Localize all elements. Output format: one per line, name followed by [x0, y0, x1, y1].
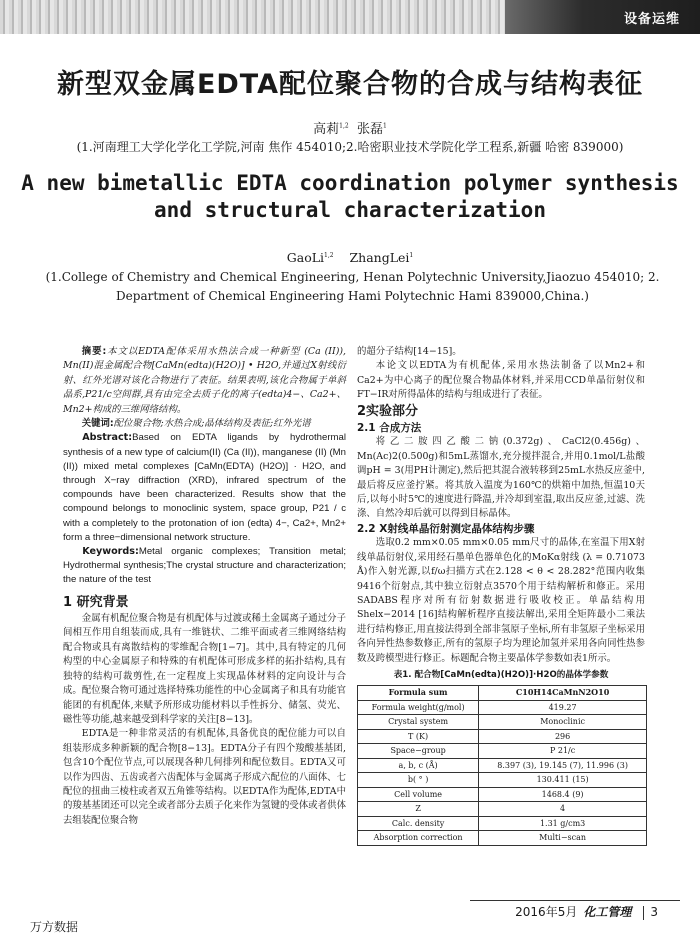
- table-cell-label: b( ° ): [358, 773, 479, 788]
- section-2-heading: 2实验部分: [357, 403, 419, 419]
- abstract-en-label: Abstract:: [82, 432, 133, 444]
- table-row: [358, 773, 647, 788]
- table-cell-value: Multi−scan: [479, 831, 647, 846]
- section-2-1-heading: 2.1 合成方法: [357, 422, 422, 435]
- header-band: [0, 0, 700, 34]
- table-cell-label: Formula weight(g/mol): [358, 700, 479, 715]
- table-cell-value: C10H14CaMnN2O10: [479, 686, 647, 701]
- chinese-authors: [0, 118, 700, 137]
- table-cell-value: Monoclinic: [479, 715, 647, 730]
- continued-paragraph: 的超分子结构[14−15]。: [357, 346, 462, 357]
- english-title-line-1: A new bimetallic EDTA coordination polymer synthesis: [21, 171, 679, 195]
- table-cell-label: Space−group: [358, 744, 479, 759]
- table-row: [358, 787, 647, 802]
- en-author-2: ZhangLei: [349, 250, 410, 265]
- table-cell-value: P 21/c: [479, 744, 647, 759]
- table-row: [358, 715, 647, 730]
- table-row: [358, 758, 647, 773]
- table-row: [358, 802, 647, 817]
- footer-date: 2016年5月: [515, 905, 578, 919]
- table-cell-value: 1.31 g/cm3: [479, 816, 647, 831]
- abstract-zh: [63, 345, 346, 417]
- table-cell-label: Crystal system: [358, 715, 479, 730]
- wanfang-brand: 万方数据: [30, 920, 79, 934]
- section-1-heading: 1 研究背景: [63, 594, 129, 610]
- table-cell-label: Z: [358, 802, 479, 817]
- left-column: [63, 345, 346, 828]
- keywords-zh: [63, 417, 346, 431]
- en-author-1: GaoLi: [286, 250, 325, 265]
- synthesis-paragraph: 将乙二胺四乙酸二钠(0.372g)、CaCl2(0.456g)、Mn(Ac)2(0.500g)和5mL蒸馏水,充分搅拌混合,并用0.1mol/L盐酸调pH = 3(用PH计测定),然后把其混合液转移到25mL水热反应釜中,最后将反应釜拧紧。将其放入温度为160℃的烘箱中加热,恒温10天后,以每小时5℃的速度进行降温,并冷却到室温,取出反应釜,过滤、洗涤、自然冷却后就可以得到目标晶体。: [357, 436, 645, 520]
- keywords-zh-text: 配位聚合物;水热合成;晶体结构及表征;红外光谱: [113, 418, 311, 430]
- en-author-1-sup: 1,2: [324, 251, 334, 259]
- table-row: [358, 831, 647, 846]
- author-2-sup: 1: [383, 122, 387, 130]
- table-cell-label: Formula sum: [358, 686, 479, 701]
- author-1-sup: 1,2: [339, 122, 349, 130]
- right-column: [357, 345, 645, 846]
- table-cell-label: Calc. density: [358, 816, 479, 831]
- section-1-paragraph-1: 金属有机配位聚合物是有机配体与过渡或稀土金属离子通过分子间相互作用自组装而成,具有一维链状、二维平面或者三维网络结构配合物或具有离散结构的零维配合物[1−7]。其中,具有特定的几何构型的中心金属原子和特殊的有机配体可形成多样的拓扑结构,具有独特的结构可裁剪性,在一定程度上实现晶体材料的定向设计与合成。配位聚合物可通过选择特殊功能性的中心金属离子和具有功能官能团的有机配体,来赋予所形成功能材料以手性拆分、储氢、荧光、磁性等功能,越来越受到科学家的关注[8−13]。: [63, 613, 346, 725]
- table-cell-value: 1468.4 (9): [479, 787, 647, 802]
- table-row: [358, 729, 647, 744]
- xrd-paragraph: 选取0.2 mm×0.05 mm×0.05 mm尺寸的晶体,在室温下用X射线单晶衍射仪,采用经石墨单色器单色化的MoKα射线 (λ = 0.71073 Å)作入射光源,以f/ω扫描方式在2.128 < θ < 28.282°范围内收集9416个衍射点,其中独立衍射点3570个用于结构解析和修正。采用SADABS程序对所有衍射数据进行吸收校正。单晶结构用Shelx−2014 [16]结构解析程序直接法解出,采用全矩阵最小二乘法进行结构修正,用直接法得到全部非氢原子坐标,所有非氢原子坐标采用各向异性热参数修正,所有的氢原子均为理论加氢并采用各向同性热参数及跨模型进行修正。标题配合物主要晶体学参数如表1所示。: [357, 537, 645, 664]
- chinese-title: 新型双金属EDTA配位聚合物的合成与结构表征: [56, 69, 644, 100]
- table-row: [358, 686, 647, 701]
- table-cell-value: 296: [479, 729, 647, 744]
- abstract-zh-label: 摘要:: [81, 346, 107, 357]
- footer-rule: [470, 900, 680, 901]
- keywords-zh-label: 关键词:: [81, 418, 114, 430]
- magazine-logo: 化工管理: [583, 905, 632, 919]
- table-cell-value: 4: [479, 802, 647, 817]
- intro-paragraph: 本论文以EDTA为有机配体,采用水热法制备了以Mn2+和Ca2+为中心离子的配位聚合物晶体材料,并采用CCD单晶衍射仪和FT−IR对所得晶体的结构与组成进行了表征。: [357, 360, 645, 401]
- section-tag: 设备运维: [623, 12, 680, 27]
- footer-divider: [643, 906, 644, 920]
- table-caption: 表1. 配合物[CaMn(edta)(H2O)]·H2O的晶体学参数: [393, 669, 609, 680]
- section-1-paragraph-2: EDTA是一种非常灵活的有机配体,具备优良的配位能力可以自组装形成多种新颖的配合物[8−13]。EDTA分子有四个羧酸基基团,包含10个配位节点,可以展现各种几何排列和配位数目。EDTA又可以作为四齿、五齿或者六齿配体与金属离子形成六配位的八面体、七配位的扭曲三棱柱或者双五角锥等结构。以EDTA作为配体,EDTA中的羧基基团还可以完全或者部分去质子化来作为氢键的受体或者供体去组装配位聚合物: [63, 728, 346, 826]
- table-cell-value: 8.397 (3), 19.145 (7), 11.996 (3): [479, 758, 647, 773]
- english-title-line-2: and structural characterization: [154, 198, 546, 222]
- en-author-2-sup: 1: [409, 251, 414, 259]
- english-authors: [0, 250, 700, 265]
- table-cell-value: 419.27: [479, 700, 647, 715]
- table-cell-label: T (K): [358, 729, 479, 744]
- table-row: [358, 816, 647, 831]
- abstract-zh-text: 本文以EDTA配体采用水热法合成一种新型 (Ca (II)), Mn(II)混金属配合物[CaMn(edta)(H2O)] • H2O,并通过X射线衍射、红外光谱对该化合物进行了表征。结果表明,该化合物属于单斜晶系,P21/c空间群,具有由完全去质子化的离子(edta)4−、Ca2+、Mn2+构成的三维网络结构。: [63, 346, 346, 415]
- english-title: [0, 170, 700, 224]
- keywords-en: [63, 545, 346, 588]
- abstract-en-text: Based on EDTA ligands by hydrothermal synthesis of a new type of calcium(II) (Ca (II)), manganese (II) (Mn (II)) mixed metal complexes [CaMn(EDTA) (H2O)] · H2O, and through X−ray diffraction (XRD), infrared spectrum of the compounds have been characterized. Results show that the compound belongs to monoclinic system, space group, P21 / c with a completely to the protonation of ion (edta) 4−, Ca2+, Mn2+ form a three−dimensional network structure.: [63, 432, 346, 543]
- section-2-2-heading: 2.2 X射线单晶衍射测定晶体结构步骤: [357, 522, 535, 535]
- page-number: 3: [650, 905, 658, 919]
- author-2: 张磊: [356, 122, 383, 137]
- table-cell-label: a, b, c (Å): [358, 758, 479, 773]
- table-row: [358, 700, 647, 715]
- author-1: 高莉: [313, 122, 340, 137]
- abstract-en: [63, 431, 346, 545]
- chinese-affiliation: (1.河南理工大学化学化工学院,河南 焦作 454010;2.哈密职业技术学院化学工程系,新疆 哈密 839000): [76, 140, 624, 154]
- footer: [515, 903, 658, 920]
- keywords-en-text: Metal organic complexes; Transition metal; Hydrothermal synthesis;The crystal structure and characterization; the nature of the test: [63, 546, 346, 586]
- table-cell-value: 130.411 (15): [479, 773, 647, 788]
- table-cell-label: Cell volume: [358, 787, 479, 802]
- crystal-parameters-table: [357, 685, 647, 846]
- table-cell-label: Absorption correction: [358, 831, 479, 846]
- keywords-en-label: Keywords:: [82, 546, 139, 558]
- english-affiliation: (1.College of Chemistry and Chemical Engineering, Henan Polytechnic University,Jiaozuo 454010; 2. Department of Chemical Engineering Hami Polytechnic Hami 839000,China.): [45, 270, 660, 303]
- table-row: [358, 744, 647, 759]
